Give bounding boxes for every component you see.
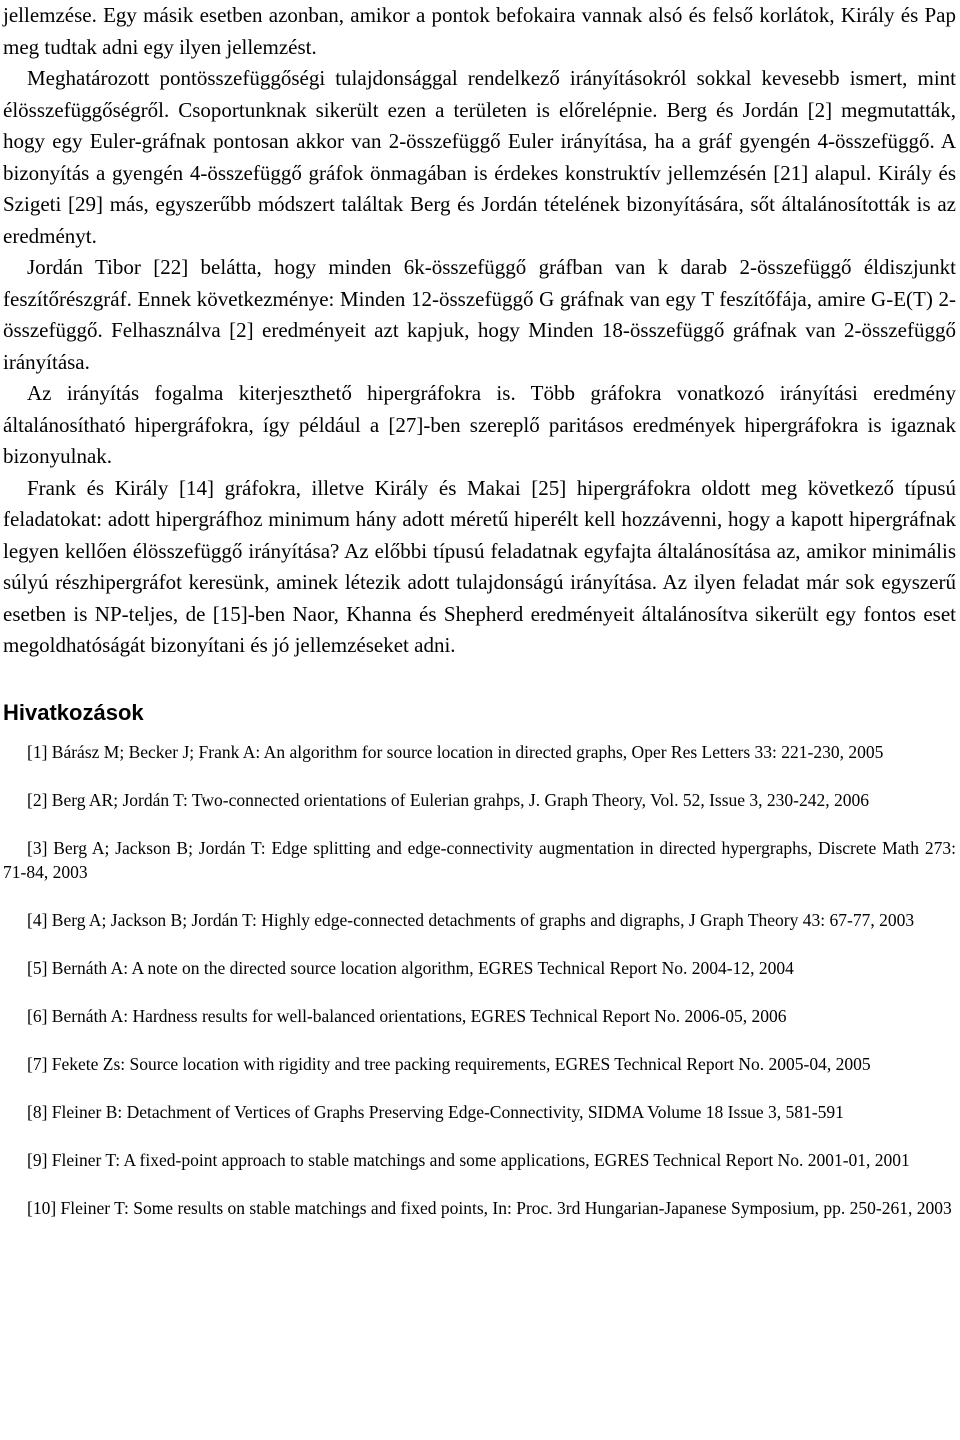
reference-item: [8] Fleiner B: Detachment of Vertices of Graphs Preserving Edge-Connectivity, SIDMA Volume 18 Issue 3, 581-591 [27, 1101, 844, 1122]
body-paragraph: Az irányítás fogalma kiterjeszthető hipergráfokra is. Több gráfokra vonatkozó irányítási eredmény általánosítható hipergráfokra, így például a [27]-ben szereplő paritásos eredmények hipergráfokra is igaznak bizonyulnak. [3, 381, 956, 468]
document-page [3, 0, 956, 1220]
reference-item: [7] Fekete Zs: Source location with rigidity and tree packing requirements, EGRES Technical Report No. 2005-04, 2005 [27, 1053, 871, 1074]
body-paragraph: Frank és Király [14] gráfokra, illetve Király és Makai [25] hipergráfokra oldott meg következő típusú feladatokat: adott hipergráfhoz minimum hány adott méretű hiperélt kell hozzávenni, hogy a kapott hipergráfnak legyen kellően élösszefüggő irányítása? Az előbbi típusú feladatnak egyfajta általánosítása az, amikor minimális súlyú részhipergráfot keresünk, aminek létezik adott tulajdonságú irányítása. Az ilyen feladat már sok egyszerű esetben is NP-teljes, de [15]-ben Naor, Khanna és Shepherd eredményeit általánosítva sikerült egy fontos eset megoldhatóságát bizonyítani és jó jellemzéseket adni. [3, 475, 956, 657]
references-list [3, 740, 956, 1220]
body-paragraph: Jordán Tibor [22] belátta, hogy minden 6k-összefüggő gráfban van k darab 2-összefüggő éldiszjunkt feszítőrészgráf. Ennek következménye: Minden 12-összefüggő G gráfnak van egy T feszítőfája, amire G-E(T) 2-összefüggő. Felhasználva [2] eredményeit azt kapjuk, hogy Minden 18-összefüggő gráfnak van 2-összefüggő irányítása. [3, 255, 956, 374]
reference-item: [10] Fleiner T: Some results on stable matchings and fixed points, In: Proc. 3rd Hungarian-Japanese Symposium, pp. 250-261, 2003 [27, 1197, 952, 1218]
body-paragraph: Meghatározott pontösszefüggőségi tulajdonsággal rendelkező irányításokról sokkal kevesebb ismert, mint élösszefüggőségről. Csoportunknak sikerült ezen a területen is előrelépnie. Berg és Jordán [2] megmutatták, hogy egy Euler-gráfnak pontosan akkor van 2-összefüggő Euler irányítása, ha a gráf gyengén 4-összefüggő. A bizonyítás a gyengén 4-összefüggő gráfok önmagában is érdekes konstruktív jellemzésén [21] alapul. Király és Szigeti [29] más, egyszerűbb módszert találtak Berg és Jordán tételének bizonyítására, sőt általánosították is az eredményt. [3, 66, 956, 248]
reference-item: [4] Berg A; Jackson B; Jordán T: Highly edge-connected detachments of graphs and digraphs, J Graph Theory 43: 67-77, 2003 [27, 909, 915, 930]
reference-item: [2] Berg AR; Jordán T: Two-connected orientations of Eulerian grahps, J. Graph Theory, Vol. 52, Issue 3, 230-242, 2006 [27, 789, 869, 810]
reference-item: [5] Bernáth A: A note on the directed source location algorithm, EGRES Technical Report No. 2004-12, 2004 [27, 957, 794, 978]
reference-item: [3] Berg A; Jackson B; Jordán T: Edge splitting and edge-connectivity augmentation in directed hypergraphs, Discrete Math 273: 71-84, 2003 [3, 837, 956, 882]
reference-item: [6] Bernáth A: Hardness results for well-balanced orientations, EGRES Technical Report No. 2006-05, 2006 [27, 1005, 787, 1026]
body-paragraph: jellemzése. Egy másik esetben azonban, amikor a pontok befokaira vannak alsó és felső korlátok, Király és Pap meg tudtak adni egy ilyen jellemzést. [3, 3, 956, 59]
references-heading: Hivatkozások [3, 699, 144, 725]
reference-item: [1] Bárász M; Becker J; Frank A: An algorithm for source location in directed graphs, Oper Res Letters 33: 221-230, 2005 [27, 741, 884, 762]
reference-item: [9] Fleiner T: A fixed-point approach to stable matchings and some applications, EGRES Technical Report No. 2001-01, 2001 [27, 1149, 910, 1170]
